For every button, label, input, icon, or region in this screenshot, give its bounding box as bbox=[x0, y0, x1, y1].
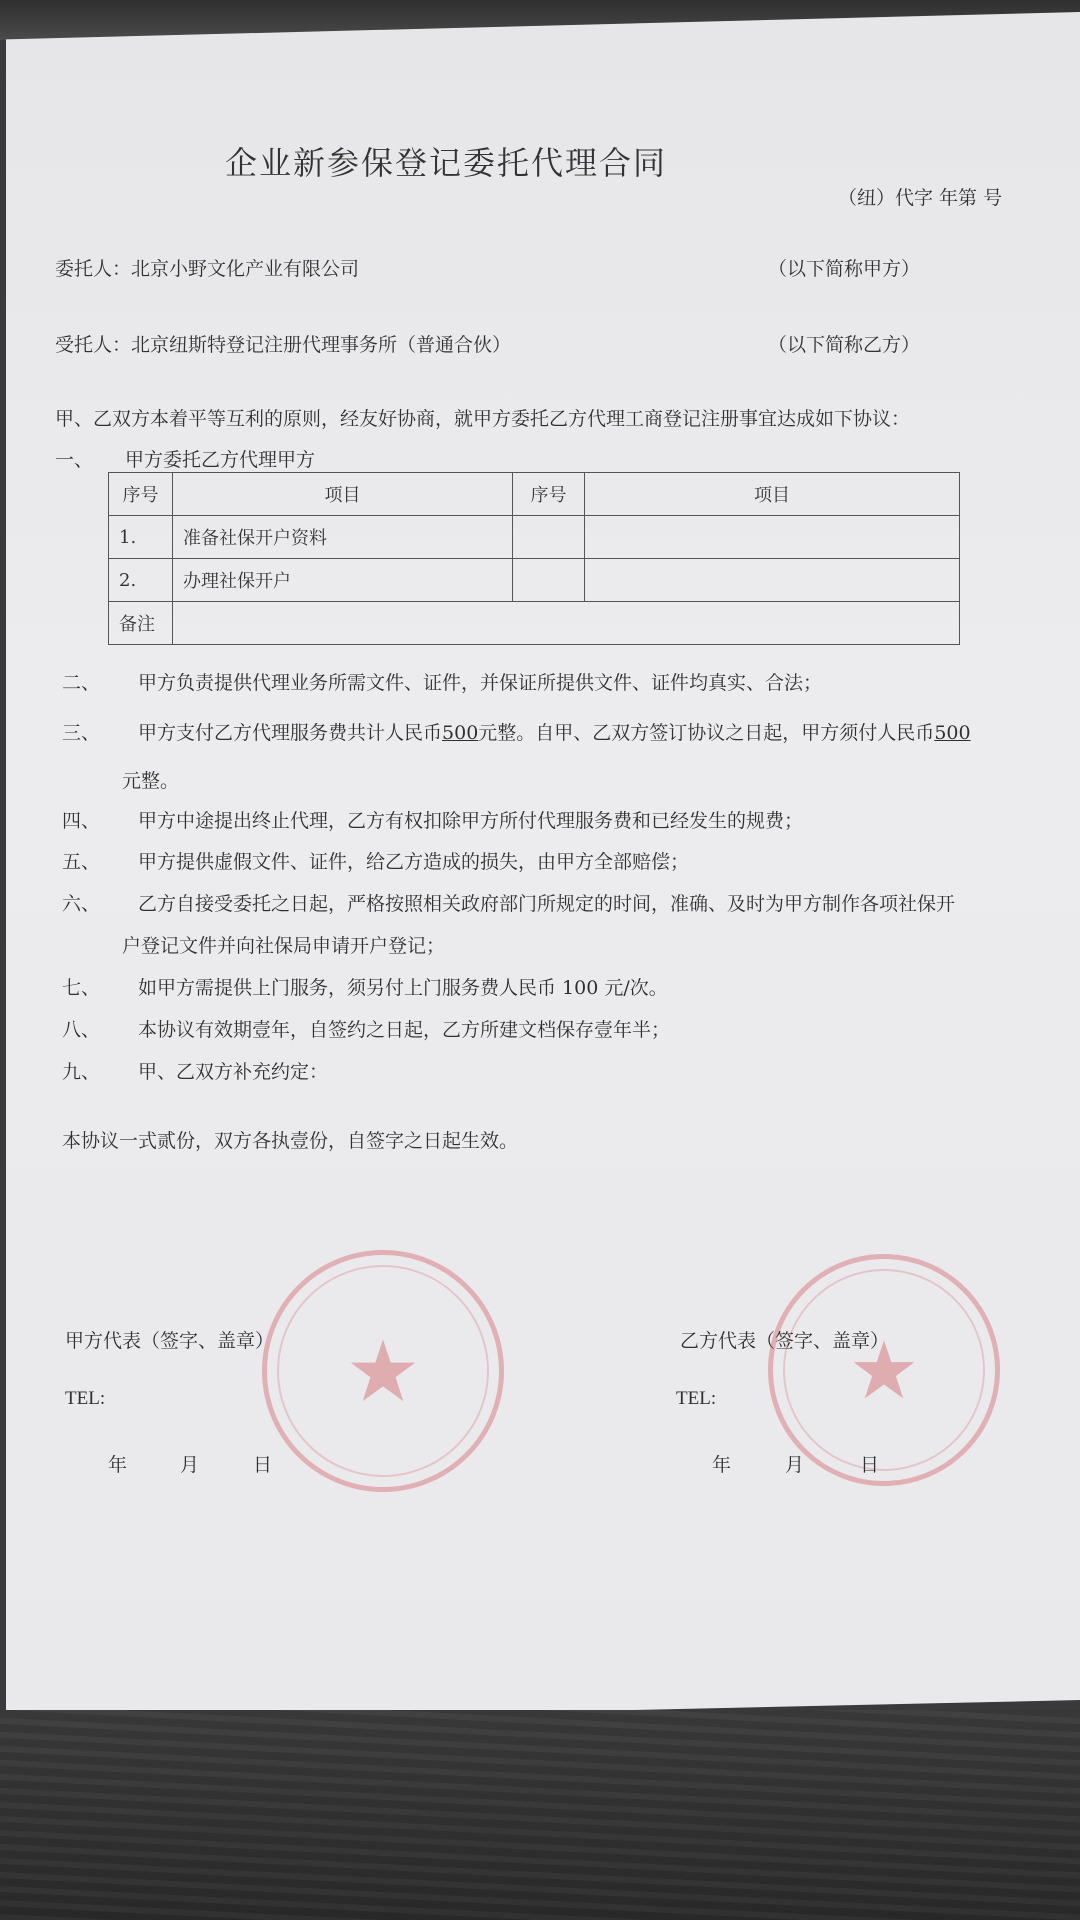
intro-paragraph: 甲、乙双方本着平等互利的原则，经友好协商，就甲方委托乙方代理工商登记注册事宜达成如下协议： bbox=[55, 408, 911, 430]
clause-3 bbox=[62, 718, 971, 745]
table-row bbox=[109, 516, 960, 559]
clause-text: 甲、乙双方补充约定： bbox=[138, 1061, 329, 1083]
party-a-representative-label: 甲方代表（签字、盖章） bbox=[65, 1330, 275, 1352]
row-item: 办理社保开户 bbox=[173, 559, 513, 602]
party-a-company-seal bbox=[262, 1250, 504, 1492]
clause-text: 本协议有效期壹年，自签约之日起，乙方所建文档保存壹年半； bbox=[138, 1019, 671, 1041]
party-a-year-label: 年 bbox=[108, 1454, 128, 1476]
party-b-tel-label: TEL: bbox=[676, 1388, 717, 1409]
agent-abbr: （以下简称乙方） bbox=[768, 334, 921, 356]
header-cell: 项目 bbox=[585, 473, 960, 516]
clause-number: 一、 bbox=[55, 449, 94, 471]
party-b-representative-label: 乙方代表（签字、盖章） bbox=[680, 1330, 890, 1352]
clause-number: 二、 bbox=[62, 672, 101, 694]
header-cell: 项目 bbox=[173, 473, 513, 516]
service-items-table bbox=[108, 472, 960, 645]
client-label: 委托人： bbox=[55, 258, 132, 280]
clause-5 bbox=[62, 847, 689, 874]
empty-cell bbox=[513, 559, 585, 602]
row-item: 准备社保开户资料 bbox=[173, 516, 513, 559]
clause-number: 五、 bbox=[62, 851, 101, 873]
row-number: 2. bbox=[109, 559, 173, 602]
empty-cell bbox=[585, 516, 960, 559]
clause-7 bbox=[62, 973, 668, 1000]
remark-cell bbox=[173, 602, 960, 645]
party-a-month-label: 月 bbox=[180, 1454, 200, 1476]
party-b-day-label: 日 bbox=[860, 1454, 880, 1476]
agent-line bbox=[55, 330, 511, 357]
seal-star-icon bbox=[348, 1336, 418, 1406]
clause-6 bbox=[62, 889, 955, 916]
clause-text: 甲方支付乙方代理服务费共计人民币 bbox=[138, 722, 443, 744]
clause-number: 三、 bbox=[62, 722, 101, 744]
clause-number: 六、 bbox=[62, 893, 101, 915]
clause-text: 甲方负责提供代理业务所需文件、证件，并保证所提供文件、证件均真实、合法； bbox=[138, 672, 823, 694]
clause-text: 元整。自甲、乙双方签订协议之日起，甲方须付人民币 bbox=[478, 722, 935, 744]
closing-statement: 本协议一式贰份，双方各执壹份，自签字之日起生效。 bbox=[62, 1130, 519, 1152]
clause-text: 甲方中途提出终止代理，乙方有权扣除甲方所付代理服务费和已经发生的规费； bbox=[138, 810, 804, 832]
fee-amount: 500 bbox=[442, 722, 479, 744]
client-line bbox=[55, 254, 359, 281]
table-row bbox=[109, 559, 960, 602]
table-header-row bbox=[109, 473, 960, 516]
empty-cell bbox=[513, 516, 585, 559]
agent-name: 北京纽斯特登记注册代理事务所（普通合伙） bbox=[131, 334, 512, 356]
clause-number: 八、 bbox=[62, 1019, 101, 1041]
party-a-tel-label: TEL: bbox=[65, 1388, 106, 1409]
header-cell: 序号 bbox=[513, 473, 585, 516]
client-abbr: （以下简称甲方） bbox=[768, 258, 921, 280]
party-b-year-label: 年 bbox=[712, 1454, 732, 1476]
party-a-day-label: 日 bbox=[253, 1454, 273, 1476]
remark-label: 备注 bbox=[109, 602, 173, 645]
clause-1 bbox=[55, 445, 315, 472]
clause-text: 甲方提供虚假文件、证件，给乙方造成的损失，由甲方全部赔偿； bbox=[138, 851, 690, 873]
clause-text: 如甲方需提供上门服务，须另付上门服务费人民币 100 元/次。 bbox=[138, 977, 668, 999]
clause-text: 甲方委托乙方代理甲方 bbox=[125, 449, 316, 471]
clause-text: 乙方自接受委托之日起，严格按照相关政府部门所规定的时间，准确、及时为甲方制作各项社保开 bbox=[138, 893, 956, 915]
header-cell: 序号 bbox=[109, 473, 173, 516]
party-b-month-label: 月 bbox=[785, 1454, 805, 1476]
table-remark-row bbox=[109, 602, 960, 645]
document-title: 企业新参保登记委托代理合同 bbox=[225, 144, 668, 182]
clause-number: 九、 bbox=[62, 1061, 101, 1083]
clause-4 bbox=[62, 806, 803, 833]
clause-3-continuation: 元整。 bbox=[122, 770, 180, 792]
empty-cell bbox=[585, 559, 960, 602]
clause-number: 四、 bbox=[62, 810, 101, 832]
clause-2 bbox=[62, 668, 822, 695]
clause-9 bbox=[62, 1057, 328, 1084]
tabletop-bottom bbox=[0, 1710, 1080, 1920]
clause-6-continuation: 户登记文件并向社保局申请开户登记； bbox=[122, 935, 446, 957]
document-number: （纽）代字 年第 号 bbox=[838, 187, 1003, 209]
clause-8 bbox=[62, 1015, 670, 1042]
agent-label: 受托人： bbox=[55, 334, 132, 356]
clause-number: 七、 bbox=[62, 977, 101, 999]
row-number: 1. bbox=[109, 516, 173, 559]
fee-amount: 500 bbox=[934, 722, 971, 744]
client-name: 北京小野文化产业有限公司 bbox=[131, 258, 360, 280]
